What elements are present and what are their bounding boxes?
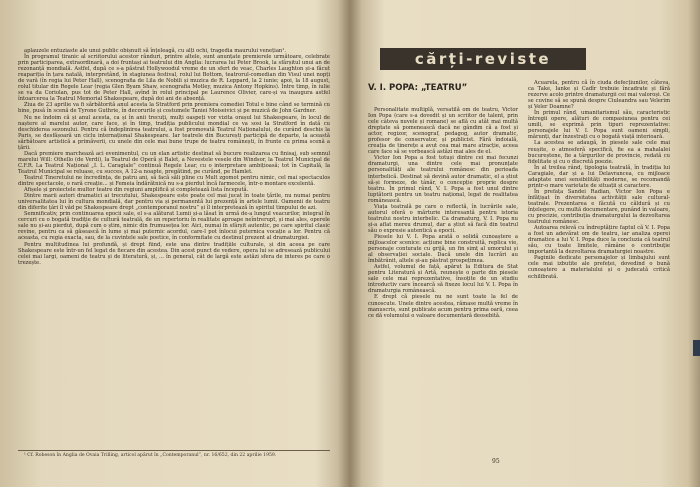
right-column-1: [368, 107, 518, 319]
paragraph: Afișele și proiectele multor teatre din regiuni amplifică și completează lista începută.: [24, 187, 249, 194]
paragraph: Semnificativ, prin continuarea epocii sale, el s-a alăturat Lumii și-a lăsat în urmă de-a lungul veacurilor, integral în cercuri cu o bogată tradiție de cultură teatrală, de un repertoriu în realitate aproape neîntrerupt, și mai ales, operele sale nu și-au pierdut, după cum o știm, nimic din frumusețea lor. Aici, numai în sfârșit autentic, pe care spiritul clasic revine, pentru ca să găsească în lume și mai puternic acordul, care-l pot înlocui puternica vocație a lor. Pentru că aceasta, cu regia exacta, sau, de la cuvintele sale poetice, în conformitate cu destinul prezent al dramaturgiei.: [18, 211, 330, 242]
paragraph: Dacă premiere marchează aci evenimentul, cu un elan artistic destinat să bucure realizarea cu finisaj, sub semnul marelui Will: Othello (de Verdi), la Teatrul de Operă și Balet, a Nevestele vesele din Windsor, la Teatrul Municipal de C.F.R. La Teatrul Național „I. L. Caragiale” continuă Regele Lear, cu o interpretare ambițioasă; tot în Capitală, la Teatrul Municipal se reluase, cu succes, A 12-a noapte, pregătind, pe curând, pe Hamlet.: [18, 150, 330, 175]
paragraph: Ziua de 23 aprilie va fi sărbătorită anul acesta la Stratford prin premiera comediei Totul e bine când se termină cu bine, pusă în scenă de Tyrone Guthrie, în decorurile și costumele Taniei Moiseivici și pe muzică de John Gardner.: [18, 102, 330, 115]
book-gutter: [338, 0, 362, 487]
section-title-banner: [380, 48, 586, 70]
paragraph: Acuarela, pentru că în ciuda defecțiunilor, câteva, ca Take, Ianke și Cadîr trebuie încadrate și fără rezerve acolo printre dramaturgii cei mai valoroși. Ce se cuvine să se spună despre Ciuleandra sau Velerim și Veler Doamne?: [528, 80, 670, 111]
article-title: V. I. POPA: „TEATRU”: [368, 83, 468, 93]
section-title: cărți-reviste: [414, 50, 552, 68]
paragraph: Nu ne îndoim că și anul acesta, ca și în anii trecuți, mulți oaspeți vor vizita orașul lui Shakespeare, în locul de naștere al marelui autor, care face, și în timp, tradiția publicului mondial ce va sosi la Stratford în dată cu deschiderea sezonului. Pentru că îndeplinirea teatrului, a fost promovată Teatrul Naționalului, de curând deschis la Paris, se desfășoară un ciclu internațional Shakespeare. Iar teatrele din București participă de departe, la această sărbătoare artistică a primăverii, cu unele din cele mai bune trupe de teatru românești, în frunte cu prima scenă a țării.: [18, 114, 330, 151]
paragraph: Teatrul Tineretului ne încredința, de patru ani, să facă săli pline cu Mult zgomot pentru nimic, cel mai spectaculos dintre spectacole, o rară creație... și Femeia îndărătnică nu s-a pierdut încă farmecele, într-o montare excelentă.: [18, 174, 330, 188]
footnote-text: ¹ Cf. Robeson în Anglia de Ovaia Trilling, articol apărut în „Contemporanul”, nr. 16/652, din 22 aprilie 1959.: [24, 453, 277, 458]
paragraph: În al treilea rând, tipologia teatrală, în tradiția lui Caragiale, dar și a lui Delavrancea, cu mijloace adaptate unei sensibilități moderne, se recomandă printr-o mare varietate de situații și caractere.: [528, 164, 670, 189]
right-column-2: [528, 80, 670, 280]
left-page: [8, 10, 340, 477]
paragraph: În primul rând, umanitarismul său, caracteristic întregii opere, alături de compasiunea pentru cei umili, se exprimă prin tipuri reprezentative: personajele lui V. I. Popa sunt oameni simpli, mărunți, dar înzestrați cu o bogată viață interioară.: [528, 110, 670, 141]
paragraph: E drept că piesele nu ne sunt toate la fel de cunoscute. Unele dintre acestea, rămase multă vreme în manuscris, sunt publicate acum pentru prima oară, ceea ce dă volumului o valoare documentară deosebită.: [368, 294, 518, 319]
paragraph: În prefața Sandei Radian, Victor Ion Popa e înfățișat în diversitatea activității sale cultural-teatrale. Prezentarea e făcută cu căldură și cu înțelegere, cu multă documentare, punând în valoare, cu precizie, contribuția dramaturgului la dezvoltarea teatrului românesc.: [528, 188, 670, 226]
paragraph: Autoarea relevă cu îndreptățire faptul că V. I. Popa a fost un adevărat om de teatru, iar analiza operei dramatice a lui V. I. Popa duce la concluzia că teatrul său, cu toate limitele, rămâne o contribuție importantă la dezvoltarea dramaturgiei noastre.: [528, 225, 670, 256]
paragraph: Piesele lui V. I. Popa arată o solidă cunoaștere a mijloacelor scenice: acțiune bine construită, replica vie, personaje conturate cu grijă, un fin simț al umorului și al observației sociale. Dacă unele din lucrări au îmbătrânit, altele și-au păstrat prospețimea.: [368, 233, 518, 265]
left-page-text: [18, 48, 330, 266]
page-number: 95: [492, 458, 500, 465]
paragraph: Pentru multitudinea lui profundă, și drept fiind, este una dintre tradițiile culturale, și din aceea pe care Shakespeare este într-un fel legat de fiecare din acestea. Din acest punct de vedere, opera lui se adresează publicului celei mai largi, oameni de teatru și de literatură, și, ... în general, cât de largă este astăzi sfera de interes pe care o trezește.: [18, 241, 330, 266]
paragraph: Dintre marii autori dramatici ai trecutului, Shakespeare este poate cel mai jucat în toate țările, nu numai pentru universalitatea lui în cultura mondială, dar pentru via și permanentă lui prezență în artele lumii. Oamenii de teatru din diferite țări îl văd pe Shakespeare drept „contemporanul nostru” și îl interpretează în spiritul timpului de azi.: [18, 193, 330, 212]
paragraph: Paginile dedicate personajelor și limbajului sunt cele mai izbutite ale prefeței, dovedind o bună cunoaștere a materialului și o judecată critică echilibrată.: [528, 255, 670, 280]
page-edge-tab: [693, 340, 700, 356]
paragraph: În programul tiranic al scriitorului acestor rânduri, printre altele, sunt anunțate premierele următoare, celebrate prin participarea, extraordinară, a doi fruntași ai teatrului din Anglia: lucrarea lui Peter Brook, la sfârșitul unui an de rezonanță mondială. Astfel, după ce s-a păstrat Hollywoodul vreme de un sfert de veac, Charles Laughton și-a făcut reapariția în țara natală, interpretând, în stagiunea festival, rolul lui Bottom, teatrorul-comedian din Visul unei nopți de vară (în regia lui Peter Hall), scenografia de Lila de Nobili și muzica de R. Leppard, la 2 iunie; apoi, la 18 august, rolul titular din Regele Lear (regia Glen Byam Shaw, scenografia Motley, muzica Antony Hopkins). Între timp, în iulie se va da Coriolan, pus tot de Peter Hall, avînd în rolul principal pe Laurence Olivier, care-și va inaugura astfel întoarcerea la Teatrul Memorial Shakespeare, după doi ani de absență.: [18, 54, 330, 103]
paragraph: Viața teatrală pe care o reflectă, în lucrările sale, autorul oferă o mărturie interesantă pentru istoria teatrului nostru interbelic. Ca dramaturg, V. I. Popa nu și-a aflat mereu drumul, dar a știut să facă din teatrul său o expresie autentică a epocii.: [368, 203, 518, 234]
footnote: [18, 450, 330, 458]
paragraph: Victor Ion Popa a fost totuși dintre cei mai fecunzi dramaturgi, una dintre cele mai pronunțate personalități ale teatrului românesc din perioada interbelică. Destinat să devină autor dramatic, el a știut să-și formeze, de tânăr, o concepție proprie despre teatru. În primul rând, V. I. Popa a fost unul dintre luptătorii pentru un teatru național, legat de realitatea românească.: [368, 155, 518, 204]
paragraph: La acestea se adaugă, în piesele sale cele mai reușite, o atmosferă specifică, fie ea a mahalalei bucureștene, fie a târgurilor de provincie, redată cu fidelitate și cu o discretă poezie.: [528, 140, 670, 165]
page-edge-shadow: [688, 0, 700, 487]
paragraph: Personalitate multiplă, versatilă om de teatru, Victor Ion Popa (care s-a dovedit și un scriitor de talent, prin cele câteva nuvele și romane) se află cu atât mai multă dreptate să pomenească dacă ne gândim că a fost și actor, regizor, scenograf, pedagog, autor dramatic, profesor de conservator, și publicist. Fără îndoială, creația de tinerețe a avut cea mai mare atracție, aceea care face să se vorbească astăzi mai ales de el.: [368, 107, 518, 156]
right-page: [360, 10, 678, 477]
paragraph: aplauzele entuziaste ale unui public obișnuit să înțeleagă, cu alți ochi, tragedia maurului venețian¹.: [24, 48, 286, 54]
paragraph: Astfel, volumul de față, apărut la Editura de Stat pentru Literatură și Artă, reunește o parte din piesele sale cele mai reprezentative, însoțite de un studiu introductiv care încearcă să fixeze locul lui V. I. Popa în dramaturgia românească.: [368, 264, 518, 295]
